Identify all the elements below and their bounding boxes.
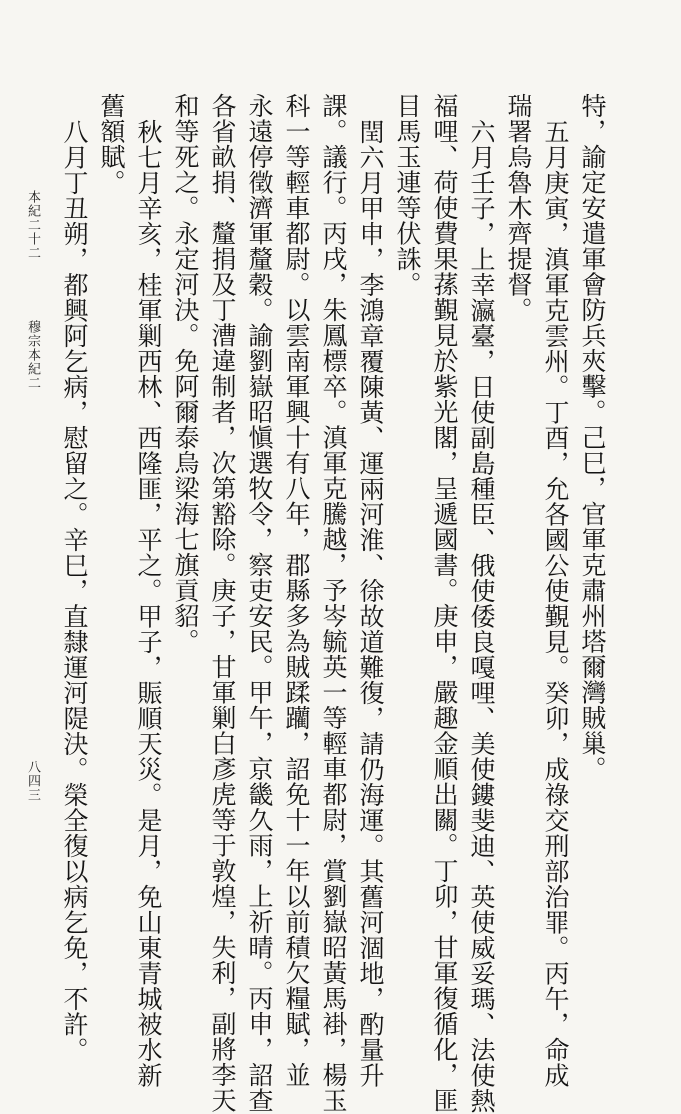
text-column: 秋七月辛亥，桂軍剿西林、西隆匪，平之。甲子，賑順天災。是月，免山東青城被水新 [134, 119, 163, 1088]
text-column: 八月丁丑朔，都興阿乞病，慰留之。辛巳，直隸運河隄決。榮全復以病乞免，不許。 [60, 119, 89, 1063]
text-column: 瑞署烏魯木齊提督。 [504, 93, 533, 323]
text-column: 特，諭定安遣軍會防兵夾擊。己巳，官軍克肅州塔爾灣賊巢。 [578, 93, 607, 782]
text-column: 各省畝捐、釐捐及丁漕違制者，次第豁除。庚子，甘軍剿白彥虎等于敦煌，失利，副將李天 [208, 93, 237, 1113]
text-column: 永遠停徵濟軍釐穀。諭劉嶽昭愼選牧令，察吏安民。甲午，京畿久雨，上祈晴。丙申，詔查 [245, 93, 274, 1113]
section-title: 穆宗本紀二 [25, 320, 40, 390]
text-column: 和等死之。永定河決。免阿爾泰烏梁海七旗貢貂。 [171, 93, 200, 654]
text-column: 課。議行。丙戌，朱鳳標卒。滇軍克騰越，予岑毓英一等輕車都尉，賞劉嶽昭黃馬褂，楊玉 [319, 93, 348, 1113]
page-number: 八四三 [25, 760, 40, 802]
text-column: 舊額賦。 [97, 93, 126, 195]
chapter-title: 本紀二十二 [25, 190, 40, 260]
text-column: 五月庚寅，滇軍克雲州。丁酉，允各國公使覲見。癸卯，成祿交刑部治罪。丙午，命成 [541, 119, 570, 1088]
text-column: 目馬玉連等伏誅。 [393, 93, 422, 297]
text-column: 科一等輕車都尉。以雲南軍興十有八年，郡縣多為賊蹂躪，詔免十一年以前積欠糧賦，並 [282, 93, 311, 1088]
text-column: 六月壬子，上幸瀛臺，日使副島種臣、俄使倭良嘎哩、美使鏤斐迪、英使威妥瑪、法使熱 [467, 119, 496, 1114]
text-column: 閏六月甲申，李鴻章覆陳黃、運兩河淮、徐故道難復，請仍海運。其舊河涸地，酌量升 [356, 119, 385, 1088]
text-column: 福哩、荷使費果蓀覲見於紫光閣，呈遞國書。庚申，嚴趣金順出關。丁卯，甘軍復循化，匪 [430, 93, 459, 1113]
